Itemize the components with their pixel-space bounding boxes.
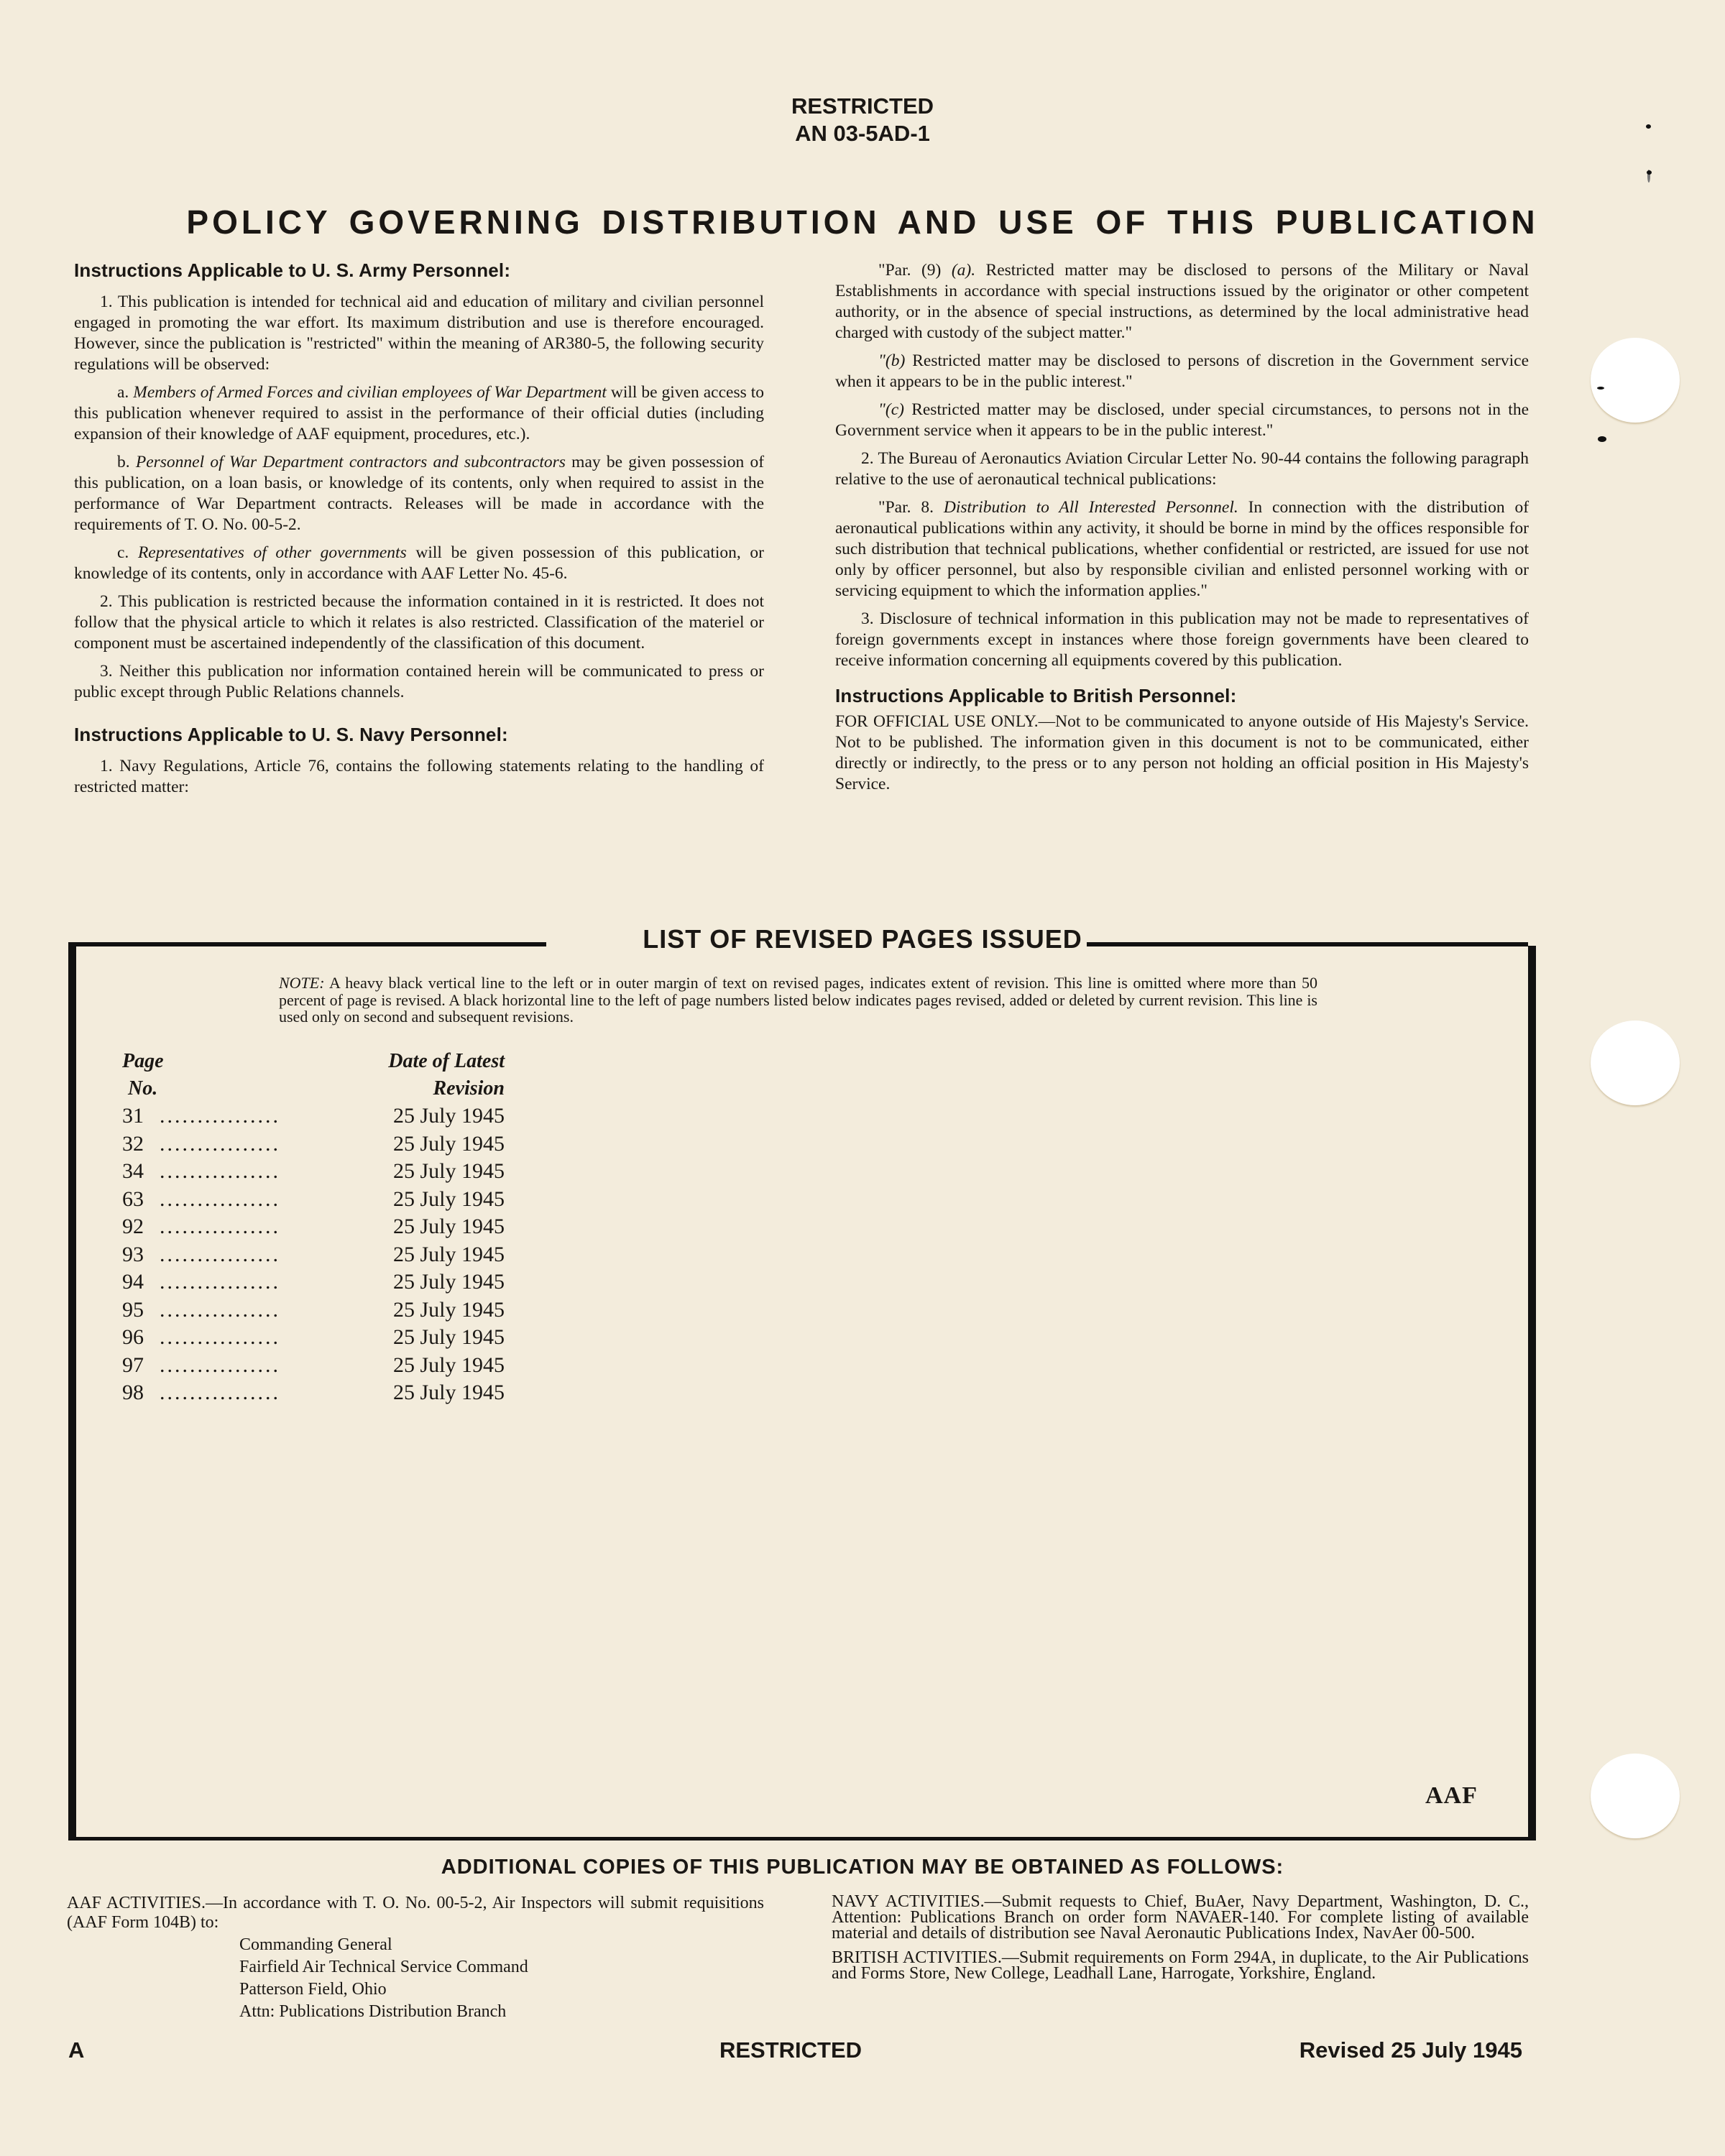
- list-item: 92 ................ 25 July 1945: [122, 1215, 505, 1238]
- navy-para-1: 1. Navy Regulations, Article 76, contains the following statements relating to the handling of restricted matter:: [74, 757, 764, 796]
- army-para-2: 2. This publication is restricted because the information contained in it is restricted. It does not follow that the physical article to which it relates is also restricted. Classification of the materiel or component must be ascertained independently of the classification of this document.: [74, 592, 764, 653]
- page-title: POLICY GOVERNING DISTRIBUTION AND USE OF THIS PUBLICATION: [186, 203, 1539, 241]
- navy-par9a: "Par. (9) (a). Restricted matter may be disclosed to persons of the Military or Naval Establishments in accordance with special instructions issued by the originator or other competent authority, or in the absence of special instructions, as determined by the local administrative head charged with custody of the subject matter.": [835, 261, 1529, 342]
- revised-pages-title: LIST OF REVISED PAGES ISSUED: [0, 924, 1725, 954]
- list-item: 63 ................ 25 July 1945: [122, 1187, 505, 1211]
- list-item: 95 ................ 25 July 1945: [122, 1297, 505, 1322]
- list-item: 93 ................ 25 July 1945: [122, 1242, 505, 1266]
- army-heading: Instructions Applicable to U. S. Army Personnel:: [74, 259, 511, 281]
- binder-hole-top: [1591, 338, 1680, 423]
- army-para-a: a. Members of Armed Forces and civilian employees of War Department will be given access to this publication whenever required to assist in the performance of their official duties (including expansion of their knowledge of AAF equipment, procedures, etc.).: [74, 383, 765, 443]
- navy-par9c: "(c) Restricted matter may be disclosed, under special circumstances, to persons not in the Government service when it appears to be in the public interest.": [835, 400, 1529, 440]
- navy-para-3: 3. Disclosure of technical information in this publication may not be made to representatives of foreign governments except in instances where those foreign governments have been cleared to receive information concerning all equipments covered by this publication.: [835, 609, 1529, 670]
- army-para-b: b. Personnel of War Department contractors and subcontractors may be given possession of this publication, on a loan basis, or knowledge of its contents, only when required to assist in the performance of War Department contracts. Releases will be made in accordance with the requirements of T. O. No. 00-5-2.: [74, 453, 765, 534]
- list-item: 96 ................ 25 July 1945: [122, 1325, 505, 1349]
- army-para-c: c. Representatives of other governments will be given possession of this publication, or knowledge of its contents, only in accordance with AAF Letter No. 45-6.: [74, 543, 765, 583]
- navy-british-activities: [832, 1894, 1529, 1990]
- list-item: 97 ................ 25 July 1945: [122, 1353, 505, 1377]
- aaf-address: Commanding General Fairfield Air Technical Service Command Patterson Field, Ohio Attn: Publications Distribution Branch: [239, 1935, 528, 2021]
- col-header-date: Date of Latest Revision: [388, 1050, 505, 1100]
- margin-speck: [1646, 124, 1651, 129]
- list-item: 32 ................ 25 July 1945: [122, 1131, 505, 1156]
- margin-speck: [1597, 387, 1604, 390]
- navy-para-2: 2. The Bureau of Aeronautics Aviation Circular Letter No. 90-44 contains the following paragraph relative to the use of aeronautical technical publications:: [835, 449, 1529, 489]
- margin-speck: [1647, 170, 1652, 175]
- aaf-activities: [67, 1894, 764, 2023]
- army-para-1: 1. This publication is intended for technical aid and education of military and civilian personnel engaged in promoting the war effort. Its maximum distribution and use is therefore encouraged. However, since the publication is "restricted" within the meaning of AR380-5, the following security regulations will be observed:: [74, 292, 764, 374]
- footer-page-letter: A: [68, 2037, 85, 2063]
- british-text: FOR OFFICIAL USE ONLY.—Not to be communicated to anyone outside of His Majesty's Service. Not to be published. The information given in this document is not to be communicated, either directly or indirectly, to the press or to any person not holding an official position in His Majesty's Service.: [835, 712, 1529, 793]
- navy-heading: Instructions Applicable to U. S. Navy Personnel:: [74, 724, 508, 745]
- aaf-activities-text: AAF ACTIVITIES.—In accordance with T. O. No. 00-5-2, Air Inspectors will submit requisitions (AAF Form 104B) to:: [67, 1894, 764, 1932]
- binder-hole-middle: [1591, 1021, 1680, 1105]
- margin-speck: [1598, 436, 1606, 442]
- british-activities-text: BRITISH ACTIVITIES.—Submit requirements on Form 294A, in duplicate, to the Air Publications and Forms Store, New College, Leadhall Lane, Harrogate, Yorkshire, England.: [832, 1948, 1529, 1983]
- navy-par8: "Par. 8. Distribution to All Interested Personnel. In connection with the distribution of aeronautical publications within any activity, it should be borne in mind by the offices responsible for such distribution that technical publications, whether confidential or restricted, are issued for use not only by officer personnel, but also by responsible civilian and enlisted personnel working with or servicing equipment to which the information applies.": [835, 498, 1530, 600]
- list-item: 31 ................ 25 July 1945: [122, 1104, 505, 1128]
- right-column: [835, 260, 1529, 802]
- header-doc-number: AN 03-5AD-1: [795, 121, 930, 146]
- list-item: 94 ................ 25 July 1945: [122, 1270, 505, 1294]
- army-para-3: 3. Neither this publication nor information contained herein will be communicated to press or public except through Public Relations channels.: [74, 662, 764, 701]
- footer-revision-date: Revised 25 July 1945: [1299, 2037, 1522, 2063]
- col-header-page: Page No.: [122, 1050, 164, 1100]
- footer-classification: RESTRICTED: [719, 2037, 862, 2063]
- left-column: [74, 259, 764, 805]
- additional-copies-title: ADDITIONAL COPIES OF THIS PUBLICATION MAY BE OBTAINED AS FOLLOWS:: [441, 1856, 1284, 1879]
- list-item: 98 ................ 25 July 1945: [122, 1381, 505, 1404]
- header-classification: RESTRICTED: [791, 93, 934, 119]
- binder-hole-bottom: [1591, 1754, 1680, 1838]
- navy-activities-text: NAVY ACTIVITIES.—Submit requests to Chief, BuAer, Navy Department, Washington, D. C., Attention: Publications Branch on order form NAVAER-140. For complete listing of available material and details of distribution see Naval Aeronautic Publications Index, NavAer 00-500.: [832, 1892, 1529, 1943]
- list-item: 34 ................ 25 July 1945: [122, 1159, 505, 1183]
- british-heading: Instructions Applicable to British Personnel:: [835, 685, 1237, 706]
- revised-pages-list: [122, 1102, 505, 1407]
- navy-par9b: "(b) Restricted matter may be disclosed to persons of discretion in the Government service when it appears to be in the public interest.": [835, 351, 1530, 391]
- aaf-mark: AAF: [1425, 1782, 1478, 1809]
- revision-note: NOTE: A heavy black vertical line to the left or in outer margin of text on revised pages, indicates extent of revision. This line is omitted where more than 50 percent of page is revised. A black horizontal line to the left of page numbers listed below indicates pages revised, added or deleted by current revision. This line is used only on second and subsequent revisions.: [279, 974, 1318, 1026]
